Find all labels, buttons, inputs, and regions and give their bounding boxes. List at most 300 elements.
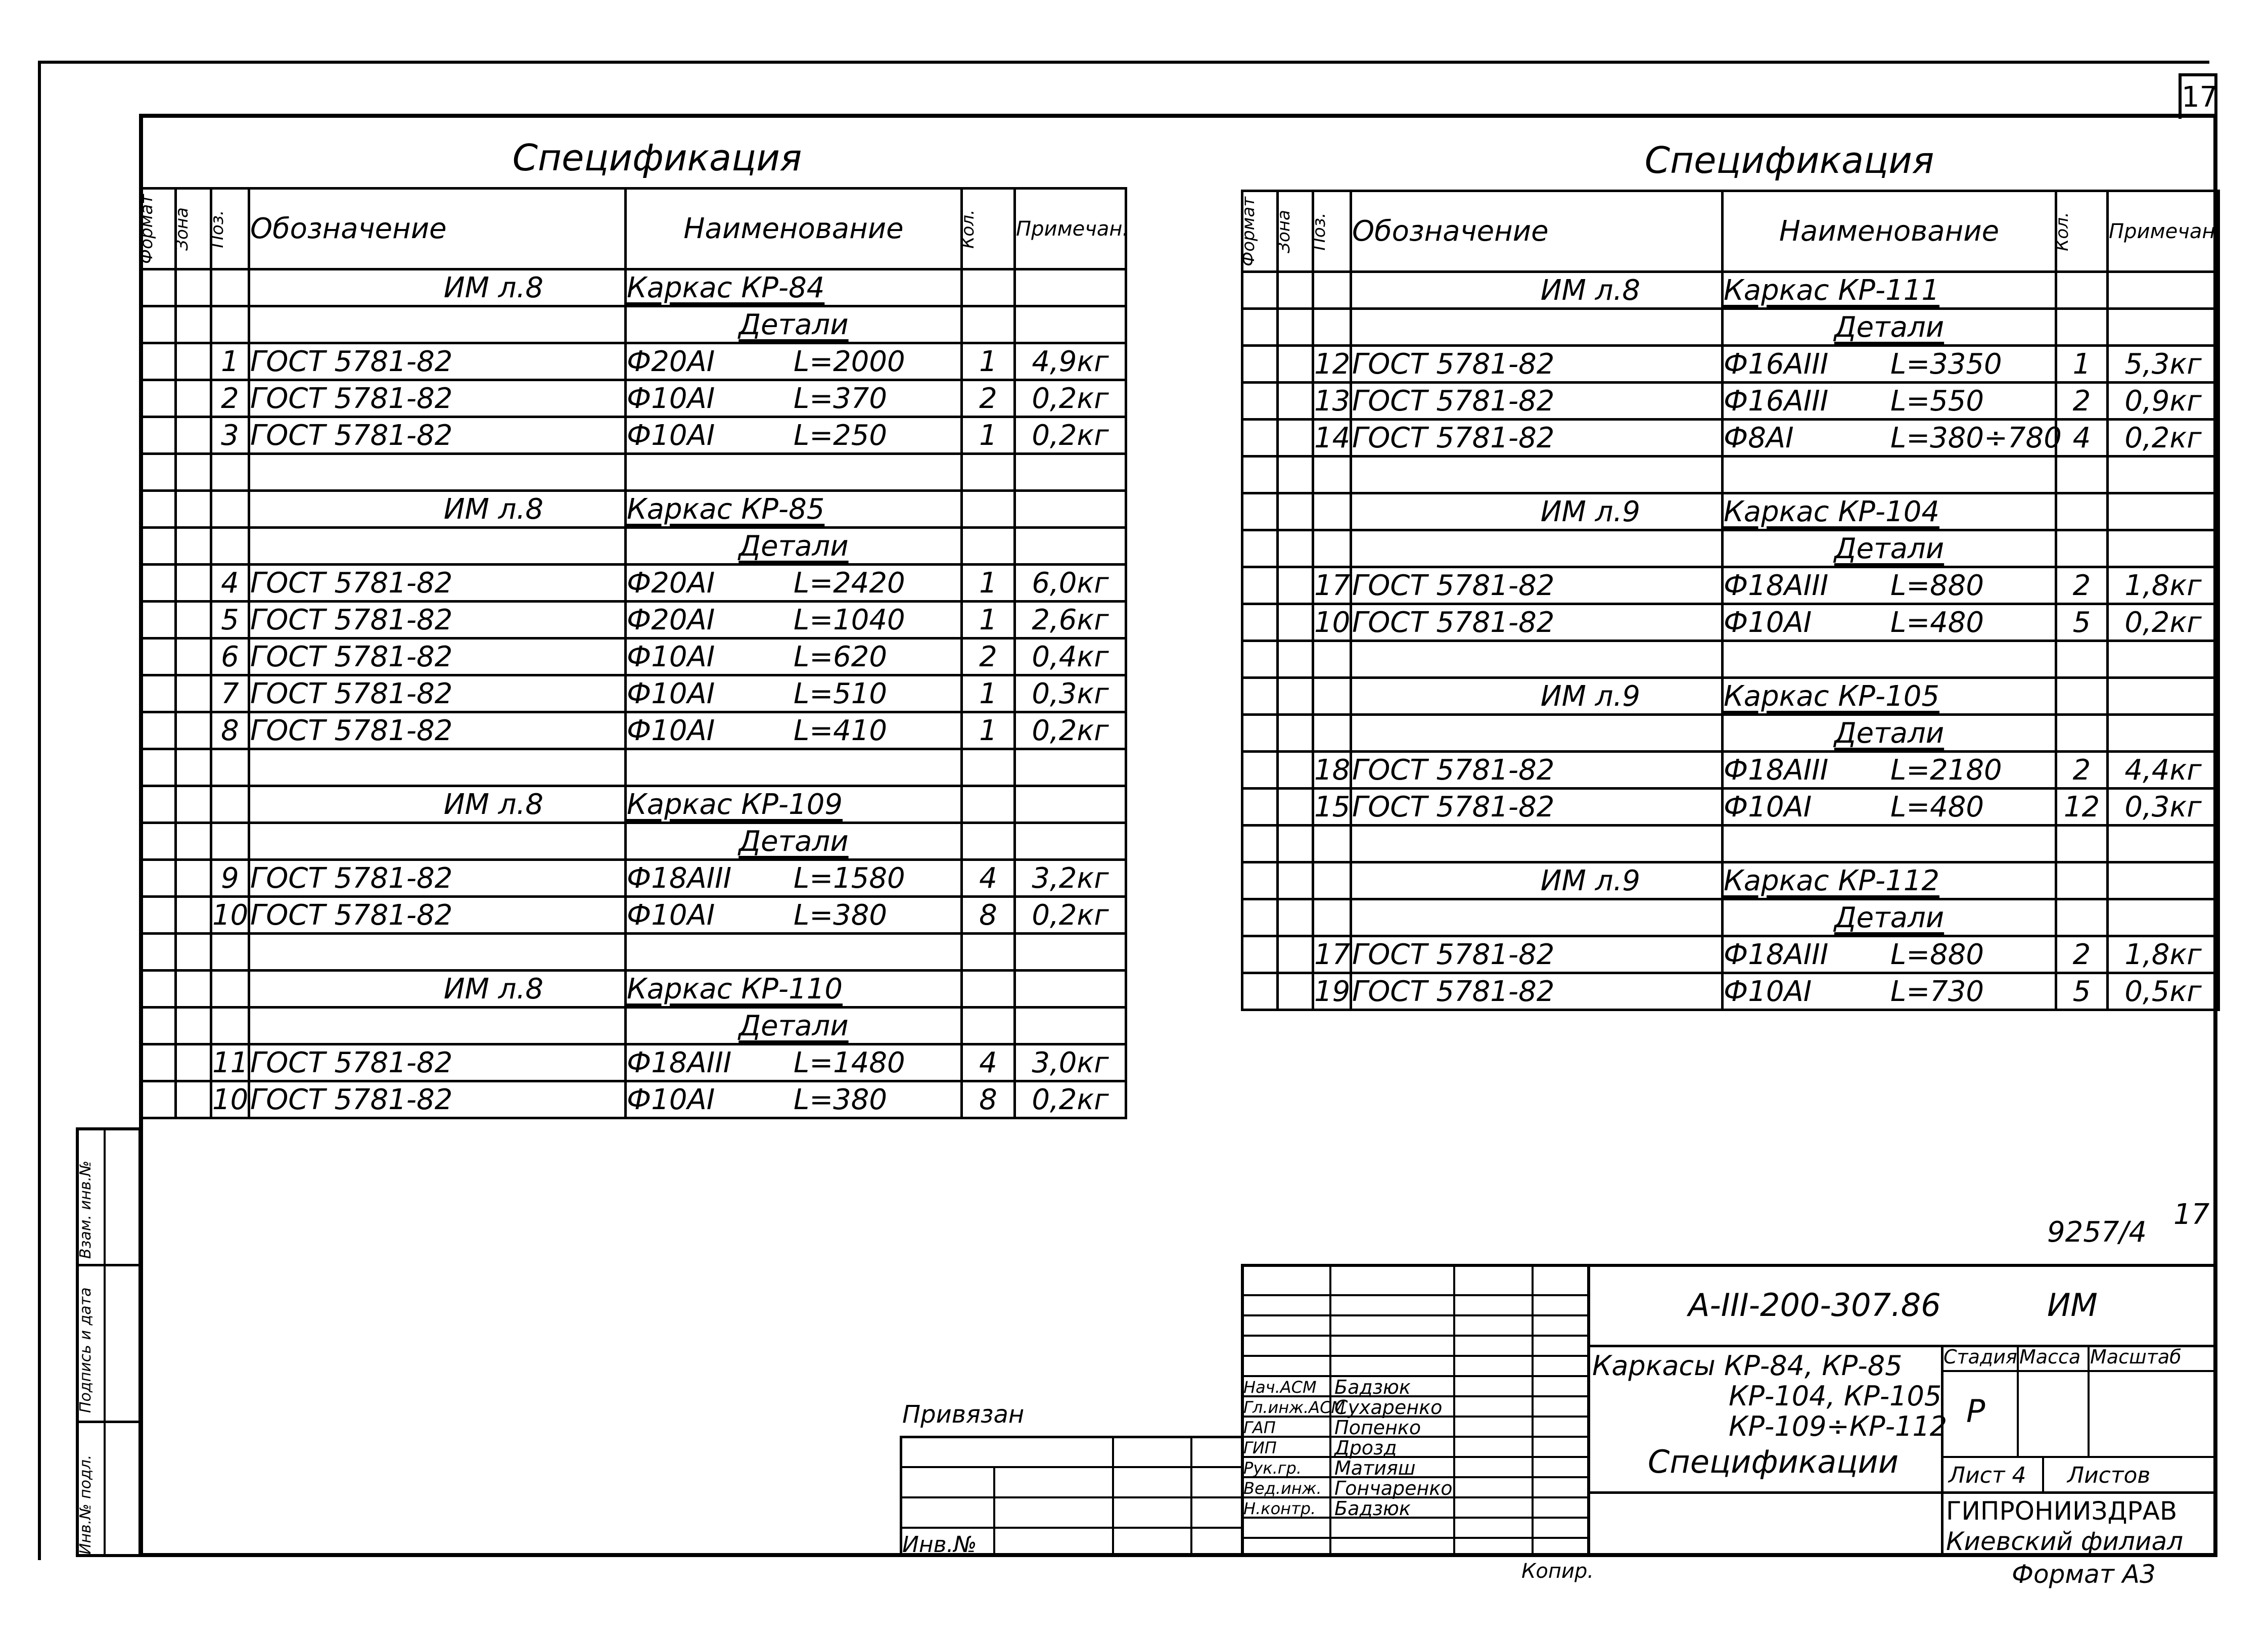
cell-designation: ГОСТ 5781-82	[1351, 973, 1723, 1010]
header-pos	[1309, 191, 1351, 272]
cell-format	[141, 343, 176, 380]
bar-length: L=480	[1890, 790, 1984, 824]
bar-grade: Ф18АIII	[1724, 938, 1829, 971]
cell-zone	[176, 565, 211, 602]
table-row	[141, 565, 1126, 602]
cell-format	[1242, 678, 1278, 715]
cell-note: 0,4кг	[1015, 638, 1126, 675]
cell-note	[1015, 1008, 1126, 1044]
cell-note	[2108, 899, 2219, 936]
cell-designation: ГОСТ 5781-82	[249, 860, 626, 897]
bar-length: L=730	[1890, 975, 1984, 1008]
cell-format	[1242, 530, 1278, 567]
cell-designation: ГОСТ 5781-82	[1351, 346, 1723, 383]
header-qty	[2052, 191, 2108, 272]
table-row	[141, 638, 1126, 675]
cell-format	[141, 380, 176, 417]
cell-zone	[176, 675, 211, 712]
table-row	[141, 380, 1126, 417]
cell-pos: 17	[1313, 936, 1351, 973]
table-row	[141, 971, 1126, 1008]
cell-designation	[1351, 899, 1723, 936]
cell-name	[1723, 899, 2056, 936]
table-row	[141, 417, 1126, 454]
doc-code: А-III-200-307.86	[1688, 1287, 1941, 1324]
cell-zone	[1278, 936, 1313, 973]
cell-note: 0,2кг	[1015, 417, 1126, 454]
staff-name: Матияш	[1334, 1457, 1416, 1479]
details-heading: Детали	[738, 529, 849, 563]
header-zone	[172, 189, 211, 269]
cell-designation: ГОСТ 5781-82	[1351, 936, 1723, 973]
cell-pos	[211, 971, 249, 1008]
bar-length: L=410	[794, 714, 888, 747]
cell-note: 4,9кг	[1015, 343, 1126, 380]
table-row	[141, 528, 1126, 565]
cell-zone	[1278, 530, 1313, 567]
cell-zone	[1278, 862, 1313, 899]
bar-grade: Ф10АI	[627, 677, 715, 710]
cell-zone	[1278, 567, 1313, 604]
header-zone-label: Зона	[1274, 209, 1294, 253]
cell-name	[626, 306, 962, 343]
cell-pos	[1313, 493, 1351, 530]
cell-qty: 1	[962, 675, 1015, 712]
table-row	[1242, 457, 2219, 493]
header-zone	[1274, 191, 1313, 272]
cell-qty: 12	[2056, 789, 2108, 826]
cell-format	[1242, 457, 1278, 493]
header-pos-label: Поз.	[1309, 212, 1329, 251]
cell-note: 4,4кг	[2108, 752, 2219, 789]
cell-pos	[1313, 309, 1351, 346]
cell-format	[141, 602, 176, 638]
assembly-name: Каркас КР-109	[627, 788, 843, 821]
cell-note: 3,0кг	[1015, 1044, 1126, 1081]
cell-designation	[249, 454, 626, 491]
cell-format	[1242, 826, 1278, 862]
cell-format	[141, 712, 176, 749]
cell-designation: ИМ л.9	[1351, 862, 1723, 899]
sheet-number: 17	[2179, 73, 2217, 119]
cell-name	[626, 897, 962, 934]
cell-format	[141, 934, 176, 971]
left-spec-table	[136, 187, 1129, 1119]
header-name: Наименование	[1723, 191, 2056, 272]
mass-label: Масса	[2019, 1346, 2081, 1368]
cell-pos: 3	[211, 417, 249, 454]
bar-length: L=550	[1890, 384, 1984, 418]
cell-note: 0,9кг	[2108, 383, 2219, 420]
assembly-name: Каркас КР-84	[627, 271, 825, 304]
cell-qty	[962, 934, 1015, 971]
cell-name	[626, 602, 962, 638]
cell-note	[2108, 715, 2219, 752]
cell-designation: ИМ л.8	[249, 786, 626, 823]
cell-zone	[176, 786, 211, 823]
cell-format	[1242, 936, 1278, 973]
assembly-name: Каркас КР-111	[1724, 273, 1939, 307]
cell-name	[1723, 493, 2056, 530]
cell-designation	[1351, 309, 1723, 346]
cell-note: 0,3кг	[2108, 789, 2219, 826]
cell-qty: 8	[962, 897, 1015, 934]
cell-qty	[962, 306, 1015, 343]
cell-note: 0,2кг	[2108, 604, 2219, 641]
cell-format	[1242, 752, 1278, 789]
bar-length: L=1040	[794, 603, 905, 636]
cell-name	[626, 380, 962, 417]
cell-format	[141, 528, 176, 565]
cell-name	[626, 528, 962, 565]
bar-grade: Ф10АI	[1724, 790, 1812, 824]
cell-format	[141, 306, 176, 343]
cell-pos	[1313, 530, 1351, 567]
cell-pos: 9	[211, 860, 249, 897]
cell-designation: ГОСТ 5781-82	[1351, 789, 1723, 826]
header-designation: Обозначение	[1351, 191, 1723, 272]
cell-zone	[1278, 457, 1313, 493]
table-row	[141, 602, 1126, 638]
details-heading: Детали	[738, 1009, 849, 1042]
cell-designation: ИМ л.8	[1351, 272, 1723, 309]
cell-pos: 11	[211, 1044, 249, 1081]
cell-format	[141, 971, 176, 1008]
cell-name	[626, 565, 962, 602]
cell-qty: 8	[962, 1081, 1015, 1118]
table-row	[141, 269, 1126, 306]
bar-grade: Ф20АI	[627, 345, 715, 378]
cell-format	[1242, 973, 1278, 1010]
bar-grade: Ф10АI	[627, 640, 715, 673]
cell-name	[626, 786, 962, 823]
table-row	[141, 1044, 1126, 1081]
cell-zone	[1278, 272, 1313, 309]
cell-pos	[211, 934, 249, 971]
cell-name	[626, 454, 962, 491]
table-row	[141, 343, 1126, 380]
table-row	[141, 897, 1126, 934]
bar-grade: Ф16АIII	[1724, 384, 1829, 418]
cell-qty	[962, 823, 1015, 860]
cell-format	[141, 454, 176, 491]
cell-zone	[1278, 346, 1313, 383]
cell-name	[1723, 678, 2056, 715]
cell-pos: 6	[211, 638, 249, 675]
bar-length: L=2180	[1890, 753, 2002, 787]
cell-name	[626, 971, 962, 1008]
bar-length: L=880	[1890, 569, 1984, 602]
cell-qty	[2056, 641, 2108, 678]
staff-name: Сухаренко	[1334, 1396, 1443, 1419]
cell-designation: ГОСТ 5781-82	[249, 565, 626, 602]
cell-pos: 10	[211, 897, 249, 934]
right-spec-table	[1238, 190, 2222, 1011]
cell-designation	[1351, 530, 1723, 567]
cell-qty	[962, 528, 1015, 565]
cell-qty: 4	[962, 1044, 1015, 1081]
cell-format	[1242, 604, 1278, 641]
cell-zone	[176, 306, 211, 343]
table-row	[1242, 383, 2219, 420]
assembly-name: Каркас КР-105	[1724, 679, 1939, 713]
cell-pos: 19	[1313, 973, 1351, 1010]
cell-designation	[249, 823, 626, 860]
cell-note: 6,0кг	[1015, 565, 1126, 602]
cell-name	[1723, 309, 2056, 346]
staff-name: Дрозд	[1334, 1437, 1397, 1459]
header-row	[141, 189, 1126, 269]
cell-zone	[1278, 420, 1313, 457]
header-qty-label: Кол.	[958, 209, 978, 249]
cell-designation: ИМ л.8	[249, 971, 626, 1008]
cell-name	[626, 1081, 962, 1118]
cell-designation: ГОСТ 5781-82	[249, 343, 626, 380]
cell-pos	[1313, 826, 1351, 862]
cell-zone	[176, 749, 211, 786]
format-label: Формат А3	[2012, 1560, 2156, 1589]
cell-name	[1723, 272, 2056, 309]
cell-format	[1242, 567, 1278, 604]
scale-label: Масштаб	[2090, 1346, 2182, 1368]
cell-note	[1015, 749, 1126, 786]
cell-name	[626, 675, 962, 712]
cell-format	[141, 565, 176, 602]
cell-format	[141, 786, 176, 823]
cell-note	[2108, 826, 2219, 862]
cell-designation: ГОСТ 5781-82	[1351, 420, 1723, 457]
cell-qty: 5	[2056, 604, 2108, 641]
cell-format	[141, 897, 176, 934]
cell-format	[1242, 789, 1278, 826]
cell-zone	[176, 1008, 211, 1044]
cell-name	[1723, 346, 2056, 383]
cell-qty: 1	[962, 417, 1015, 454]
table-row	[141, 675, 1126, 712]
cell-note	[2108, 678, 2219, 715]
cell-pos	[211, 786, 249, 823]
cell-zone	[176, 1081, 211, 1118]
cell-designation	[1351, 715, 1723, 752]
sheets-label: Листов	[2067, 1463, 2151, 1488]
details-heading: Детали	[1834, 532, 1945, 565]
cell-note	[1015, 528, 1126, 565]
bar-length: L=2420	[794, 566, 905, 600]
staff-role: ГИП	[1243, 1438, 1277, 1457]
cell-qty: 2	[2056, 567, 2108, 604]
cell-name	[1723, 383, 2056, 420]
title-line3: КР-109÷КР-112	[1729, 1410, 1948, 1442]
bar-length: L=1580	[794, 861, 905, 895]
header-format-label: Формат	[1238, 196, 1259, 266]
bar-grade: Ф8АI	[1724, 421, 1794, 454]
cell-zone	[176, 602, 211, 638]
cell-zone	[1278, 826, 1313, 862]
cell-format	[141, 417, 176, 454]
cell-zone	[176, 343, 211, 380]
assembly-name: Каркас КР-104	[1724, 495, 1939, 528]
side-inv-orig: Инв.№ подл.	[77, 1454, 95, 1555]
header-format	[1238, 191, 1278, 272]
cell-zone	[1278, 973, 1313, 1010]
cell-name	[1723, 604, 2056, 641]
cell-pos	[1313, 641, 1351, 678]
cell-name	[626, 934, 962, 971]
cell-note	[2108, 530, 2219, 567]
cell-pos: 2	[211, 380, 249, 417]
cell-zone	[176, 528, 211, 565]
cell-note	[1015, 823, 1126, 860]
cell-pos: 17	[1313, 567, 1351, 604]
cell-name	[1723, 752, 2056, 789]
staff-role: Рук.гр.	[1243, 1458, 1302, 1478]
cell-zone	[1278, 899, 1313, 936]
header-note: Примечан.	[1015, 189, 1126, 269]
sheet-label: Лист 4	[1949, 1463, 2026, 1488]
cell-name	[626, 1008, 962, 1044]
cell-zone	[1278, 715, 1313, 752]
header-pos-label: Поз.	[207, 209, 227, 248]
bar-grade: Ф20АI	[627, 566, 715, 600]
cell-pos	[1313, 678, 1351, 715]
cell-format	[1242, 641, 1278, 678]
cell-qty	[2056, 899, 2108, 936]
cell-pos	[211, 1008, 249, 1044]
cell-designation	[1351, 457, 1723, 493]
cell-qty: 5	[2056, 973, 2108, 1010]
table-row	[141, 786, 1126, 823]
table-row	[1242, 272, 2219, 309]
cell-designation	[249, 528, 626, 565]
cell-designation	[1351, 826, 1723, 862]
table-row	[1242, 530, 2219, 567]
cell-qty	[2056, 530, 2108, 567]
details-heading: Детали	[1834, 716, 1945, 750]
bar-grade: Ф10АI	[627, 714, 715, 747]
cell-note	[2108, 493, 2219, 530]
cell-note	[2108, 272, 2219, 309]
cell-qty	[2056, 272, 2108, 309]
cell-note: 0,2кг	[1015, 1081, 1126, 1118]
header-designation: Обозначение	[249, 189, 626, 269]
cell-zone	[1278, 604, 1313, 641]
cell-pos	[211, 306, 249, 343]
cell-format	[141, 823, 176, 860]
cell-zone	[176, 417, 211, 454]
bar-length: L=380	[794, 1083, 888, 1116]
bar-length: L=380÷780	[1890, 421, 2062, 454]
cell-designation: ГОСТ 5781-82	[249, 675, 626, 712]
inv-label: Инв.№	[902, 1532, 977, 1558]
cell-format	[141, 675, 176, 712]
cell-qty	[962, 1008, 1015, 1044]
cell-pos	[1313, 862, 1351, 899]
assembly-name: Каркас КР-110	[627, 972, 843, 1006]
doc-code-suffix: ИМ	[2047, 1287, 2098, 1324]
cell-note: 0,2кг	[2108, 420, 2219, 457]
cell-qty	[962, 749, 1015, 786]
bar-grade: Ф10АI	[627, 419, 715, 452]
header-pos	[207, 189, 249, 269]
bar-grade: Ф10АI	[1724, 606, 1812, 639]
cell-name	[1723, 973, 2056, 1010]
cell-designation: ГОСТ 5781-82	[249, 897, 626, 934]
bar-grade: Ф18АIII	[627, 1046, 732, 1079]
cell-note	[1015, 934, 1126, 971]
cell-pos: 1	[211, 343, 249, 380]
cell-designation: ГОСТ 5781-82	[1351, 604, 1723, 641]
cell-designation: ГОСТ 5781-82	[249, 638, 626, 675]
cell-format	[141, 749, 176, 786]
cell-zone	[176, 638, 211, 675]
cell-designation: ГОСТ 5781-82	[249, 712, 626, 749]
cell-designation	[249, 306, 626, 343]
cell-pos	[211, 491, 249, 528]
cell-note	[2108, 641, 2219, 678]
cell-pos	[1313, 457, 1351, 493]
cell-zone	[176, 823, 211, 860]
cell-note: 2,6кг	[1015, 602, 1126, 638]
cell-qty	[2056, 309, 2108, 346]
cell-zone	[1278, 309, 1313, 346]
bar-length: L=3350	[1890, 347, 2002, 381]
cell-name	[626, 749, 962, 786]
table-row	[1242, 309, 2219, 346]
cell-format	[141, 1008, 176, 1044]
staff-role: Н.контр.	[1243, 1499, 1316, 1518]
bar-length: L=1480	[794, 1046, 905, 1079]
cell-format	[141, 638, 176, 675]
cell-qty: 1	[962, 712, 1015, 749]
cell-zone	[1278, 493, 1313, 530]
org-line1: ГИПРОНИИЗДРАВ	[1946, 1496, 2178, 1526]
cell-note	[1015, 306, 1126, 343]
cell-qty: 1	[962, 343, 1015, 380]
cell-note	[1015, 491, 1126, 528]
right-spec-body	[1238, 191, 2222, 1010]
cell-pos	[211, 454, 249, 491]
cell-note: 0,2кг	[1015, 897, 1126, 934]
stage-label: Стадия	[1943, 1346, 2017, 1368]
cell-pos: 5	[211, 602, 249, 638]
table-row	[1242, 604, 2219, 641]
cell-note: 5,3кг	[2108, 346, 2219, 383]
cell-name	[626, 823, 962, 860]
table-row	[1242, 752, 2219, 789]
left-spec-body	[136, 189, 1129, 1118]
bar-length: L=250	[794, 419, 888, 452]
right-spec-title: Спецификация	[1644, 139, 1934, 181]
cell-qty: 2	[962, 638, 1015, 675]
cell-format	[1242, 383, 1278, 420]
cell-designation: ГОСТ 5781-82	[249, 1081, 626, 1118]
cell-note	[1015, 971, 1126, 1008]
cell-zone	[176, 971, 211, 1008]
cell-zone	[176, 491, 211, 528]
cell-note	[2108, 457, 2219, 493]
cell-name	[1723, 457, 2056, 493]
cell-pos	[211, 823, 249, 860]
cell-qty: 1	[962, 565, 1015, 602]
cell-qty	[2056, 493, 2108, 530]
cell-note	[2108, 862, 2219, 899]
header-format	[136, 189, 176, 269]
cell-designation	[249, 749, 626, 786]
bar-length: L=620	[794, 640, 888, 673]
cell-designation: ГОСТ 5781-82	[1351, 567, 1723, 604]
staff-name: Гончаренко	[1334, 1477, 1453, 1499]
bar-grade: Ф10АI	[1724, 975, 1812, 1008]
